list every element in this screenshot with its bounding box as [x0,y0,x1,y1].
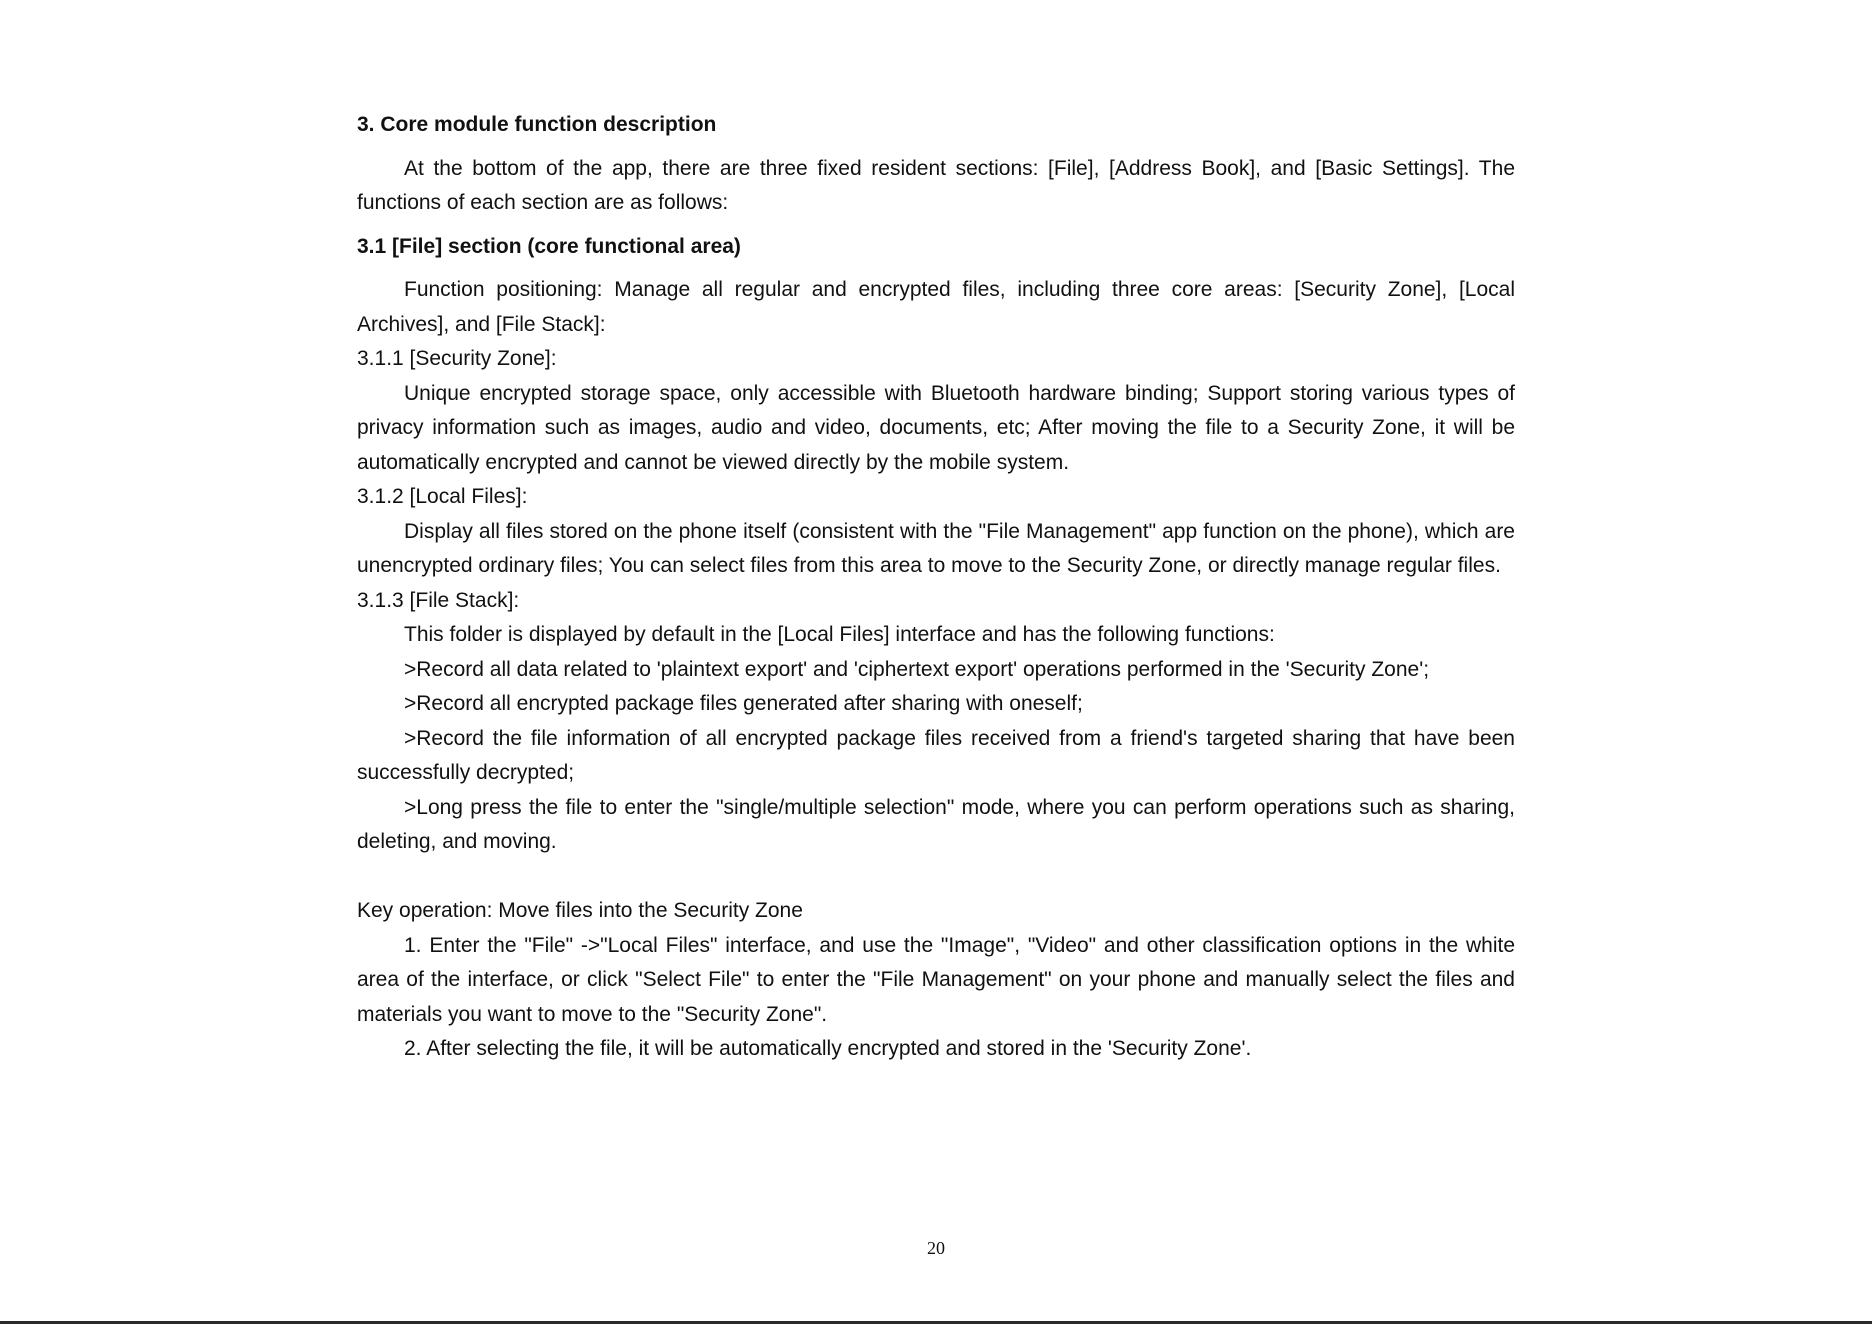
file-stack-item: >Long press the file to enter the "single/multiple selection" mode, where you can perform operations such as sharing, deleting, and moving. [357,795,1515,853]
file-stack-item: >Record the file information of all encrypted package files received from a friend's targeted sharing that have been successfully decrypted; [357,726,1515,784]
section-heading-3-1: 3.1 [File] section (core functional area) [357,234,741,258]
section-heading-3: 3. Core module function description [357,113,717,136]
subsection-title-3-1-3: 3.1.3 [File Stack]: [357,588,520,612]
page-content [357,108,1515,1067]
file-stack-item: >Record all encrypted package files generated after sharing with oneself; [404,692,1083,715]
subsection-body-3-1-1: Unique encrypted storage space, only accessible with Bluetooth hardware binding; Support storing various types of privacy information such as images, audio and video, documents, etc; After moving the file to a Security Zone, it will be automatically encrypted and cannot be viewed directly by the mobile system. [357,381,1515,474]
key-operation-step: 1. Enter the "File" ->"Local Files" interface, and use the "Image", "Video" and other classification options in the white area of the interface, or click "Select File" to enter the "File Management" on your phone and manually select the files and materials you want to move to the "Security Zone". [357,933,1515,1026]
page-number: 20 [927,1238,945,1258]
function-positioning-paragraph: Function positioning: Manage all regular and encrypted files, including three core areas: [Security Zone], [Local Archives], and [File Stack]: [357,278,1515,336]
file-stack-item: >Record all data related to 'plaintext export' and 'ciphertext export' operations performed in the 'Security Zone'; [404,657,1430,681]
key-operation-step: 2. After selecting the file, it will be automatically encrypted and stored in the 'Security Zone'. [404,1037,1252,1060]
intro-paragraph: At the bottom of the app, there are three fixed resident sections: [File], [Address Book], and [Basic Settings]. The functions of each section are as follows: [357,156,1515,214]
subsection-title-3-1-1: 3.1.1 [Security Zone]: [357,347,557,370]
subsection-body-3-1-3: This folder is displayed by default in the [Local Files] interface and has the following functions: [404,623,1275,646]
paragraph-spacer [357,860,1515,895]
subsection-title-3-1-2: 3.1.2 [Local Files]: [357,485,528,508]
key-operation-title: Key operation: Move files into the Security Zone [357,899,803,922]
subsection-body-3-1-2: Display all files stored on the phone itself (consistent with the "File Management" app function on the phone), which are unencrypted ordinary files; You can select files from this area to move to the Security Zone, or directly manage regular files. [357,519,1515,577]
